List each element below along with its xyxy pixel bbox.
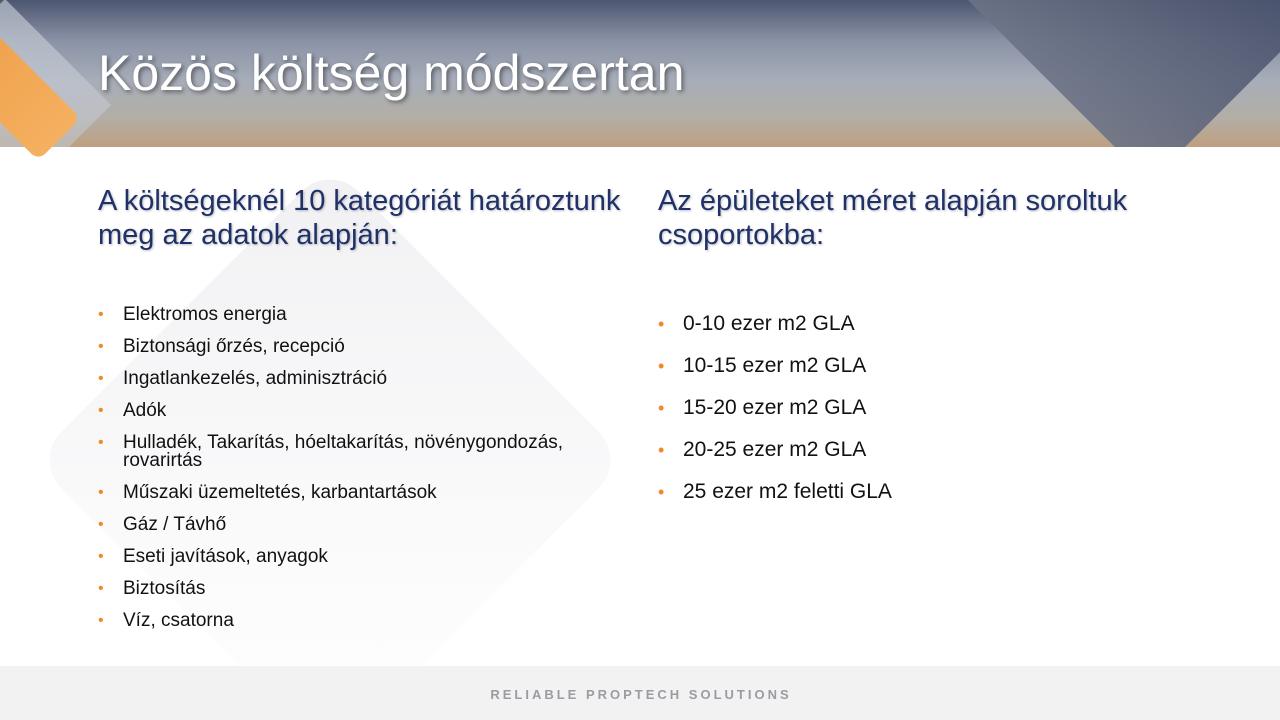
bullet-dot-icon: • [98,370,104,387]
list-item: • Elektromos energia [98,304,287,325]
cost-category-list [98,306,618,644]
list-item: • Hulladék, Takarítás, hóeltakarítás, növénygondozás, rovarirtás [98,432,564,471]
right-column-heading: Az épületeket méret alapján soroltuk csoportokba: [658,185,1128,251]
list-item: • Biztosítás [98,578,206,599]
building-size-group-list [658,312,892,522]
bullet-dot-icon: • [98,548,104,565]
bullet-dot-icon: • [658,440,665,460]
slide-title: Közös költség módszertan [98,45,685,101]
bullet-dot-icon: • [98,516,104,533]
list-item: • 25 ezer m2 feletti GLA [658,480,892,503]
bullet-dot-icon: • [98,612,104,629]
bullet-dot-icon: • [658,482,665,502]
bullet-dot-icon: • [98,306,104,323]
bullet-dot-icon: • [98,402,104,419]
list-item: • 10-15 ezer m2 GLA [658,354,867,377]
list-item: • Eseti javítások, anyagok [98,546,328,567]
bullet-dot-icon: • [658,398,665,418]
bullet-dot-icon: • [98,434,104,451]
list-item: • 0-10 ezer m2 GLA [658,312,855,335]
right-column [658,184,1218,503]
bullet-dot-icon: • [98,338,104,355]
list-item: • Gáz / Távhő [98,514,227,535]
list-item: • Víz, csatorna [98,610,234,631]
bullet-dot-icon: • [98,484,104,501]
list-item: • Biztonsági őrzés, recepció [98,336,345,357]
decorative-diamond-right [938,0,1280,147]
bullet-dot-icon: • [98,580,104,597]
left-column [98,184,638,631]
list-item: • Ingatlankezelés, adminisztráció [98,368,388,389]
list-item: • Adók [98,400,167,421]
footer [0,666,1280,720]
left-column-heading: A költségeknél 10 kategóriát határoztunk meg az adatok alapján: [98,185,621,251]
bullet-dot-icon: • [658,314,665,334]
list-item: • 20-25 ezer m2 GLA [658,438,867,461]
bullet-dot-icon: • [658,356,665,376]
list-item: • Műszaki üzemeltetés, karbantartások [98,482,437,503]
list-item: • 15-20 ezer m2 GLA [658,396,867,419]
footer-tagline: RELIABLE PROPTECH SOLUTIONS [490,687,792,702]
